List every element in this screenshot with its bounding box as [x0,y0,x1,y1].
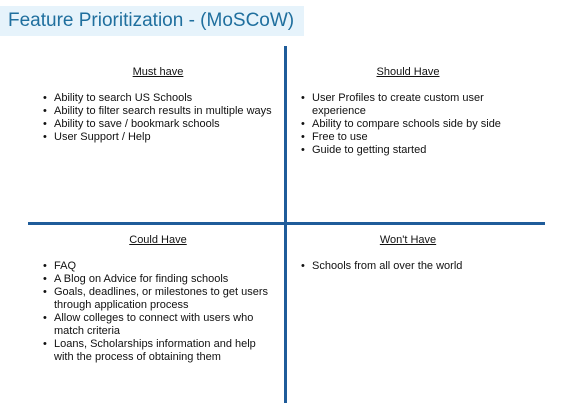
list-item: • Free to use [298,131,518,144]
list-item: • Ability to filter search results in multiple ways [40,105,276,118]
list-item: • Ability to compare schools side by side [298,118,518,131]
title-banner [0,6,304,36]
feature-list [298,92,518,157]
feature-list [298,260,518,273]
list-item: • A Blog on Advice for finding schools [40,273,276,286]
horizontal-axis-divider [28,222,545,225]
list-item: • User Profiles to create custom user experience [298,92,518,118]
list-item: • Guide to getting started [298,144,518,157]
quadrant-wont-have [298,234,518,273]
quadrant-heading: Won't Have [379,234,437,246]
quadrant-should-have [298,66,518,157]
quadrant-could-have [40,234,276,364]
list-item: • Ability to search US Schools [40,92,276,105]
list-item: • User Support / Help [40,131,276,144]
list-item: • Schools from all over the world [298,260,518,273]
quadrant-heading: Could Have [129,234,187,246]
list-item: • Ability to save / bookmark schools [40,118,276,131]
feature-list [40,92,276,144]
page-title: Feature Prioritization - (MoSCoW) [8,10,295,31]
list-item: • Allow colleges to connect with users who match criteria [40,312,276,338]
quadrant-heading: Should Have [376,66,440,78]
list-item: • Goals, deadlines, or milestones to get users through application process [40,286,276,312]
quadrant-must-have [40,66,276,144]
list-item: • FAQ [40,260,276,273]
quadrant-heading: Must have [132,66,184,78]
feature-list [40,260,276,364]
list-item: • Loans, Scholarships information and help with the process of obtaining them [40,338,276,364]
